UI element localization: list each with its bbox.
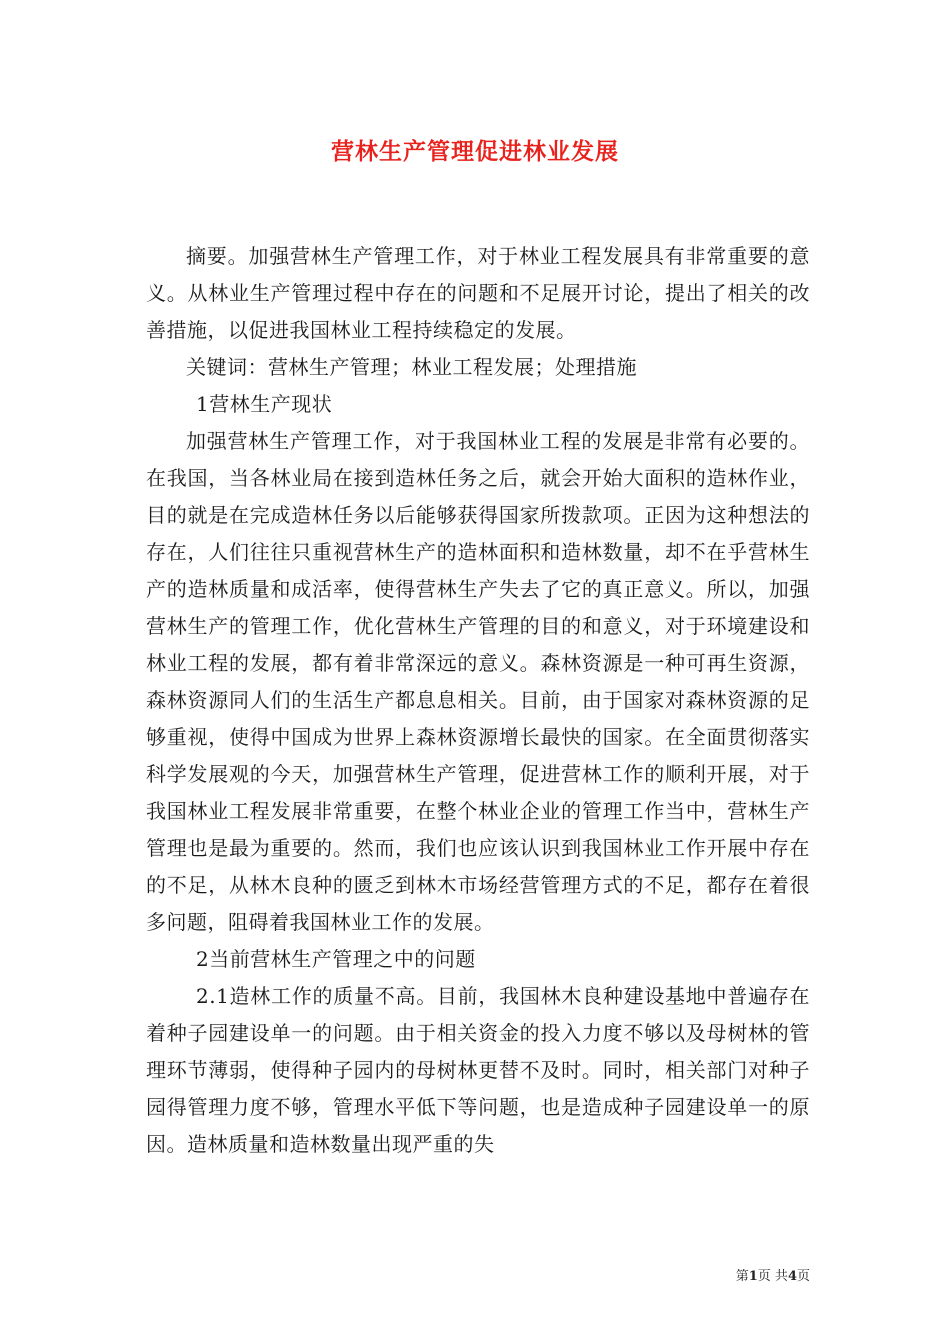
document-title: 营林生产管理促进林业发展 [331,138,619,165]
page-footer [700,1265,810,1284]
paragraph-abstract: 摘要。加强营林生产管理工作，对于林业工程发展具有非常重要的意义。从林业生产管理过程中存在的问题和不足展开讨论，提出了相关的改善措施，以促进我国林业工程持续稳定的发展。 [146,244,810,342]
paragraph-section-2-1: 2.1造林工作的质量不高。目前，我国林木良种建设基地中普遍存在着种子园建设单一的问题。由于相关资金的投入力度不够以及母树林的管理环节薄弱，使得种子园内的母树林更替不及时。同时，相关部门对种子园得管理力度不够，管理水平低下等问题，也是造成种子园建设单一的原因。造林质量和造林数量出现严重的失 [146,984,810,1156]
footer-middle: 页 共 [757,1269,788,1284]
footer-page-number: 1 [748,1269,758,1284]
section-heading-1: 1营林生产现状 [196,392,333,416]
footer-total-pages: 4 [787,1269,797,1284]
section-heading-2: 2当前营林生产管理之中的问题 [196,947,476,971]
paragraph-keywords: 关键词：营林生产管理；林业工程发展；处理措施 [186,355,637,379]
footer-suffix: 页 [796,1269,810,1284]
footer-prefix: 第 [735,1269,749,1284]
document-body [146,238,810,1163]
paragraph-section-1: 加强营林生产管理工作，对于我国林业工程的发展是非常有必要的。在我国，当各林业局在接到造林任务之后，就会开始大面积的造林作业，目的就是在完成造林任务以后能够获得国家所拨款项。正因为这种想法的存在，人们往往只重视营林生产的造林面积和造林数量，却不在乎营林生产的造林质量和成活率，使得营林生产失去了它的真正意义。所以，加强营林生产的管理工作，优化营林生产管理的目的和意义，对于环境建设和林业工程的发展，都有着非常深远的意义。森林资源是一种可再生资源，森林资源同人们的生活生产都息息相关。目前，由于国家对森林资源的足够重视，使得中国成为世界上森林资源增长最快的国家。在全面贯彻落实科学发展观的今天，加强营林生产管理，促进营林工作的顺利开展，对于我国林业工程发展非常重要，在整个林业企业的管理工作当中，营林生产管理也是最为重要的。然而，我们也应该认识到我国林业工作开展中存在的不足，从林木良种的匮乏到林木市场经营管理方式的不足，都存在着很多问题，阻碍着我国林业工作的发展。 [146,429,810,934]
